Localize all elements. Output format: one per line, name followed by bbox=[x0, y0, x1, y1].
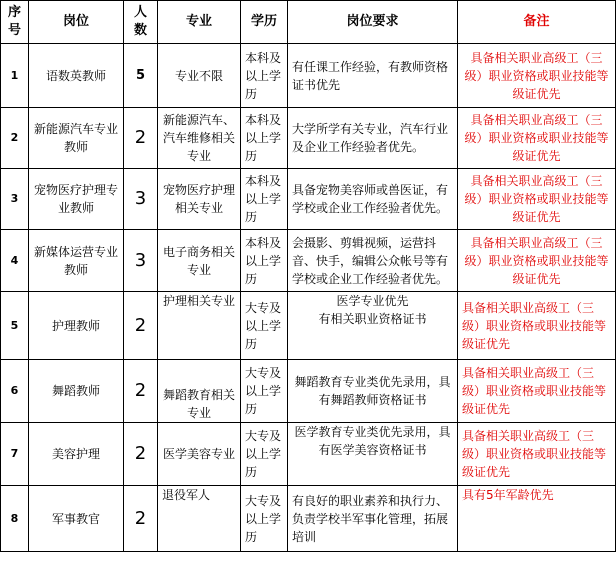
cell-remark: 具备相关职业高级工（三级）职业资格或职业技能等级证优先 bbox=[458, 108, 616, 169]
cell-count: 3 bbox=[124, 169, 158, 230]
table-row bbox=[1, 169, 616, 230]
cell-remark: 具备相关职业高级工（三级）职业资格或职业技能等级证优先 bbox=[458, 44, 616, 108]
cell-position: 美容护理 bbox=[29, 423, 124, 486]
cell-count: 2 bbox=[124, 486, 158, 552]
cell-position: 语数英教师 bbox=[29, 44, 124, 108]
cell-remark: 具备相关职业高级工（三级）职业资格或职业技能等级证优先 bbox=[458, 292, 616, 360]
cell-seq: 3 bbox=[1, 169, 29, 230]
cell-remark: 具备相关职业高级工（三级）职业资格或职业技能等级证优先 bbox=[458, 169, 616, 230]
header-position: 岗位 bbox=[29, 1, 124, 44]
cell-education: 本科及以上学历 bbox=[241, 169, 288, 230]
cell-count: 3 bbox=[124, 230, 158, 292]
cell-requirement: 舞蹈教育专业类优先录用，具有舞蹈教师资格证书 bbox=[288, 360, 458, 423]
cell-seq: 1 bbox=[1, 44, 29, 108]
cell-education: 本科及以上学历 bbox=[241, 108, 288, 169]
cell-major: 护理相关专业 bbox=[158, 292, 241, 360]
cell-position: 新能源汽车专业教师 bbox=[29, 108, 124, 169]
cell-major: 医学美容专业 bbox=[158, 423, 241, 486]
table-row bbox=[1, 108, 616, 169]
cell-major: 舞蹈教育相关专业 bbox=[158, 360, 241, 423]
cell-position: 宠物医疗护理专业教师 bbox=[29, 169, 124, 230]
header-requirement: 岗位要求 bbox=[288, 1, 458, 44]
cell-remark: 具备相关职业高级工（三级）职业资格或职业技能等级证优先 bbox=[458, 360, 616, 423]
cell-requirement: 有任课工作经验，有教师资格证书优先 bbox=[288, 44, 458, 108]
cell-count: 5 bbox=[124, 44, 158, 108]
cell-remark: 具备相关职业高级工（三级）职业资格或职业技能等级证优先 bbox=[458, 230, 616, 292]
cell-count: 2 bbox=[124, 423, 158, 486]
header-seq: 序号 bbox=[1, 1, 29, 44]
cell-requirement: 具备宠物美容师或兽医证，有学校或企业工作经验者优先。 bbox=[288, 169, 458, 230]
cell-seq: 2 bbox=[1, 108, 29, 169]
cell-count: 2 bbox=[124, 108, 158, 169]
table-row bbox=[1, 44, 616, 108]
cell-education: 本科及以上学历 bbox=[241, 44, 288, 108]
cell-remark: 具备相关职业高级工（三级）职业资格或职业技能等级证优先 bbox=[458, 423, 616, 486]
cell-major: 专业不限 bbox=[158, 44, 241, 108]
cell-education: 大专及以上学历 bbox=[241, 292, 288, 360]
cell-requirement: 大学所学有关专业，汽车行业及企业工作经验者优先。 bbox=[288, 108, 458, 169]
cell-count: 2 bbox=[124, 292, 158, 360]
table-row bbox=[1, 230, 616, 292]
table-row bbox=[1, 360, 616, 423]
cell-position: 舞蹈教师 bbox=[29, 360, 124, 423]
cell-major: 宠物医疗护理相关专业 bbox=[158, 169, 241, 230]
table-row bbox=[1, 486, 616, 552]
cell-education: 大专及以上学历 bbox=[241, 486, 288, 552]
cell-education: 本科及以上学历 bbox=[241, 230, 288, 292]
cell-position: 军事教官 bbox=[29, 486, 124, 552]
table-row bbox=[1, 292, 616, 360]
cell-seq: 5 bbox=[1, 292, 29, 360]
header-row bbox=[1, 1, 616, 44]
cell-requirement: 会摄影、剪辑视频，运营抖音、快手，编辑公众帐号等有学校或企业工作经验者优先。 bbox=[288, 230, 458, 292]
header-remark: 备注 bbox=[458, 1, 616, 44]
cell-requirement: 医学教育专业类优先录用，具有医学美容资格证书 bbox=[288, 423, 458, 486]
cell-education: 大专及以上学历 bbox=[241, 423, 288, 486]
table-row bbox=[1, 423, 616, 486]
cell-seq: 8 bbox=[1, 486, 29, 552]
cell-seq: 4 bbox=[1, 230, 29, 292]
cell-major: 退役军人 bbox=[158, 486, 241, 552]
cell-requirement: 有良好的职业素养和执行力、负责学校半军事化管理，拓展培训 bbox=[288, 486, 458, 552]
cell-major: 电子商务相关专业 bbox=[158, 230, 241, 292]
header-major: 专业 bbox=[158, 1, 241, 44]
cell-position: 护理教师 bbox=[29, 292, 124, 360]
cell-count: 2 bbox=[124, 360, 158, 423]
header-count: 人数 bbox=[124, 1, 158, 44]
cell-seq: 7 bbox=[1, 423, 29, 486]
cell-position: 新媒体运营专业教师 bbox=[29, 230, 124, 292]
cell-requirement: 医学专业优先 有相关职业资格证书 bbox=[288, 292, 458, 360]
cell-seq: 6 bbox=[1, 360, 29, 423]
cell-major: 新能源汽车、汽车维修相关专业 bbox=[158, 108, 241, 169]
header-education: 学历 bbox=[241, 1, 288, 44]
cell-education: 大专及以上学历 bbox=[241, 360, 288, 423]
cell-remark: 具有5年军龄优先 bbox=[458, 486, 616, 552]
